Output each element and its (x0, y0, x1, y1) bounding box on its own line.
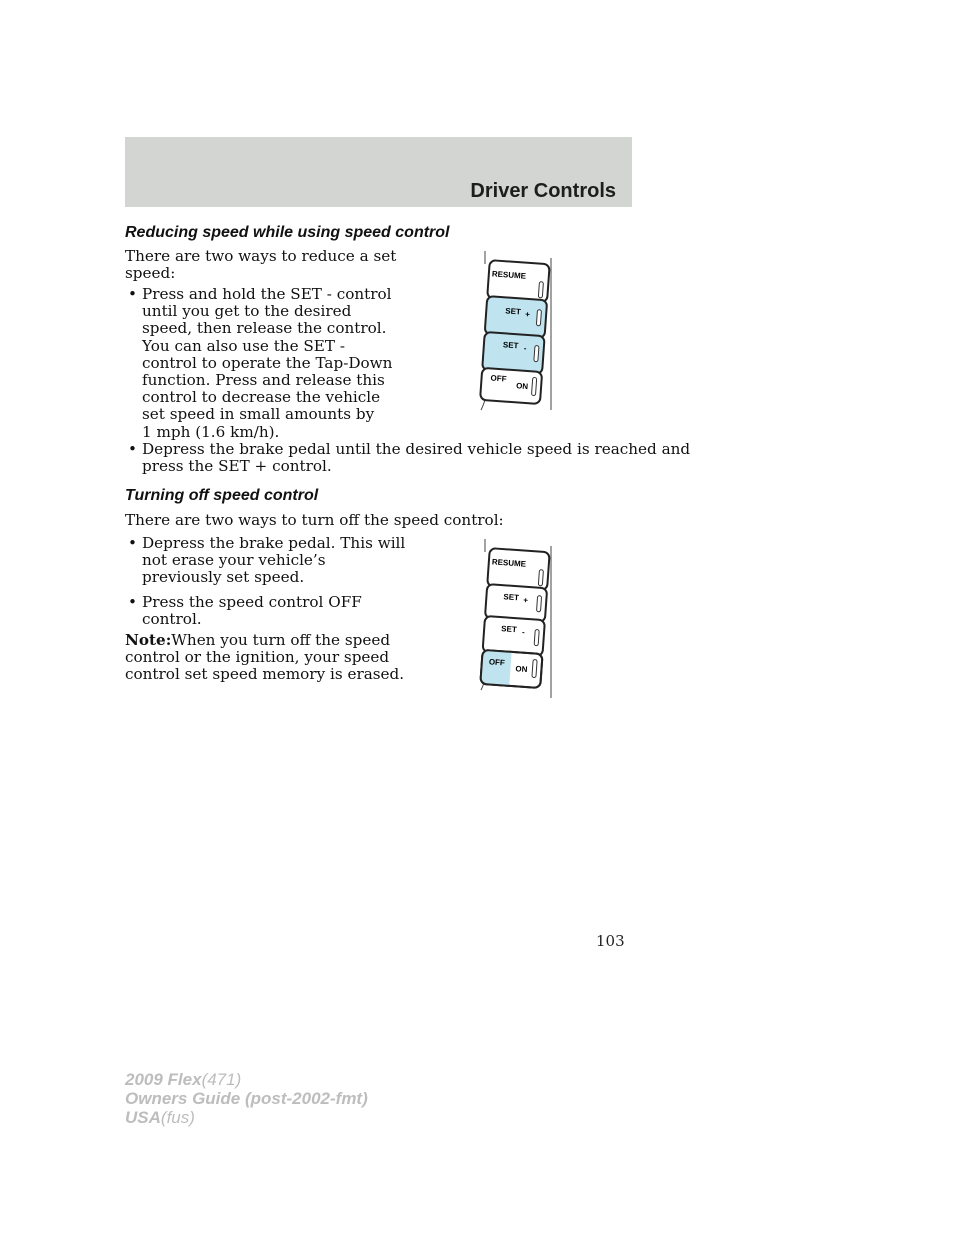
minus-label: - (523, 343, 527, 353)
list-item-line: not erase your vehicle’s (142, 551, 326, 570)
plus-label: + (524, 309, 531, 320)
footer-imprint (125, 1070, 368, 1127)
list-item-line: function. Press and release this (142, 371, 385, 390)
bullet-dot: • (128, 440, 137, 458)
list-item-line: Press and hold the SET - control (142, 285, 392, 303)
set-plus-label: SET (503, 592, 520, 603)
on-label: ON (515, 664, 528, 675)
speed-control-switch-illustration-2 (478, 538, 558, 700)
set-plus-label: SET (505, 306, 522, 317)
list-item-line: control to decrease the vehicle (142, 388, 381, 407)
list-item-line: set speed in small amounts by (142, 405, 375, 424)
header-band (125, 137, 632, 207)
list-item-line: Depress the brake pedal. This will (142, 534, 406, 552)
note-line-2: control or the ignition, your speed (125, 648, 390, 666)
off-label: OFF (490, 373, 507, 384)
bullet-dot: • (128, 534, 137, 552)
set-minus-label: SET (502, 340, 519, 351)
speed-control-switch-illustration-1 (478, 250, 558, 412)
list-item-line: control to operate the Tap-Down (142, 353, 393, 372)
on-label: ON (515, 381, 529, 392)
note-label: Note: (125, 631, 172, 649)
resume-label: RESUME (491, 557, 527, 569)
off-label: OFF (488, 657, 506, 668)
intro-line-1: There are two ways to reduce a set (125, 247, 397, 265)
footer-model-code: (471) (201, 1070, 242, 1089)
off-highlight (480, 650, 511, 686)
note-line-3: control set speed memory is erased. (125, 665, 405, 683)
footer-market: USA (125, 1108, 161, 1127)
section2-intro: There are two ways to turn off the speed control: (125, 511, 504, 529)
note-text: When you turn off the speed (171, 631, 391, 649)
section-heading-turning-off: Turning off speed control (125, 487, 319, 504)
list-item-line: You can also use the SET - (142, 336, 345, 355)
bullet-dot: • (128, 593, 137, 611)
list-item-line: control. (142, 610, 202, 629)
list-item-line: 1 mph (1.6 km/h). (142, 422, 280, 441)
list-item-line: speed, then release the control. (142, 319, 387, 338)
resume-label: RESUME (491, 269, 527, 281)
list-item-line: previously set speed. (142, 568, 305, 587)
footer-model: 2009 Flex (125, 1070, 202, 1089)
list-item-line: until you get to the desired (142, 302, 352, 321)
list-item-line: press the SET + control. (142, 457, 332, 476)
note-line-1 (125, 632, 390, 649)
set-minus-label: SET (500, 624, 518, 635)
bullet-dot: • (128, 285, 137, 303)
intro-line-2: speed: (125, 264, 176, 282)
footer-market-code: (fus) (160, 1108, 195, 1127)
plus-label: + (522, 595, 529, 605)
chapter-title: Driver Controls (470, 180, 616, 202)
footer-guide: Owners Guide (post-2002-fmt) (125, 1089, 368, 1108)
minus-label: - (521, 627, 526, 637)
page-number: 103 (596, 932, 625, 950)
list-item-line: Depress the brake pedal until the desired vehicle speed is reached and (142, 440, 691, 458)
list-item-line: Press the speed control OFF (142, 593, 362, 611)
section-heading-reducing-speed: Reducing speed while using speed control (125, 224, 450, 241)
